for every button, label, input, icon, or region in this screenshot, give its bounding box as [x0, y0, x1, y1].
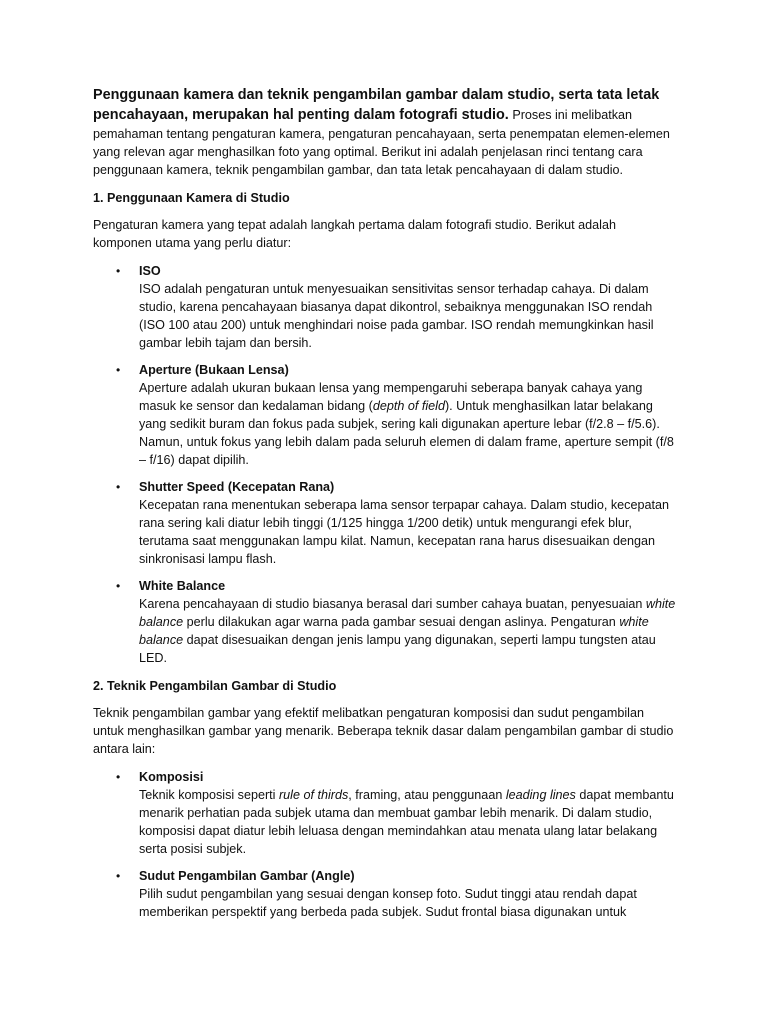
list-item-white-balance: [93, 577, 676, 667]
item-description: Karena pencahayaan di studio biasanya berasal dari sumber cahaya buatan, penyesuaian white balance perlu dilakukan agar warna pada gambar sesuai dengan aslinya. Pengaturan white balance dapat disesuaikan dengan jenis lampu yang digunakan, seperti lampu tungsten atau LED.: [139, 597, 676, 665]
intro-rest: Proses ini melibatkan pemahaman tentang pengaturan kamera, pengaturan pencahayaan, serta penempatan elemen-elemen yang relevan agar menghasilkan foto yang optimal. Berikut ini adalah penjelasan rinci tentang cara penggunaan kamera, teknik pengambilan gambar, dan tata letak pencahayaan di dalam studio.: [93, 107, 670, 177]
item-description: Pilih sudut pengambilan yang sesuai dengan konsep foto. Sudut tinggi atau rendah dapat memberikan perspektif yang berbeda pada subjek. Sudut frontal biasa digunakan untuk: [139, 887, 637, 919]
section-1-intro: Pengaturan kamera yang tepat adalah langkah pertama dalam fotografi studio. Berikut adalah komponen utama yang perlu diatur:: [93, 218, 616, 250]
item-term: ISO: [139, 264, 161, 278]
bullet-icon: •: [116, 869, 121, 883]
intro-lead: Penggunaan kamera dan teknik pengambilan gambar dalam studio, serta tata letak pencahayaan, merupakan hal penting dalam fotografi studio.: [93, 87, 660, 123]
list-item-aperture: [93, 361, 676, 469]
section-1-list: [93, 262, 676, 667]
bullet-icon: •: [116, 480, 121, 494]
bullet-icon: •: [116, 770, 121, 784]
item-term: Aperture (Bukaan Lensa): [139, 363, 289, 377]
list-item-iso: [93, 262, 676, 352]
item-term: Sudut Pengambilan Gambar (Angle): [139, 869, 355, 883]
bullet-icon: •: [116, 363, 121, 377]
item-term: Shutter Speed (Kecepatan Rana): [139, 480, 335, 494]
item-description: Kecepatan rana menentukan seberapa lama sensor terpapar cahaya. Dalam studio, kecepatan rana sering kali diatur lebih tinggi (1/125 hingga 1/200 detik) untuk mengurangi efek blur, terutama saat menggunakan lampu kilat. Namun, kecepatan rana harus disesuaikan dengan sinkronisasi lampu flash.: [139, 498, 669, 566]
item-description: Teknik komposisi seperti rule of thirds, framing, atau penggunaan leading lines dapat membantu menarik perhatian pada subjek utama dan membuat gambar lebih menarik. Di dalam studio, komposisi dapat diatur lebih leluasa dengan memindahkan atau menata ulang latar belakang serta posisi subjek.: [139, 788, 674, 856]
section-1-heading: 1. Penggunaan Kamera di Studio: [93, 191, 290, 205]
list-item-komposisi: [93, 768, 676, 858]
intro-paragraph: [93, 86, 676, 179]
section-2-list: [93, 768, 676, 921]
bullet-icon: •: [116, 579, 121, 593]
list-item-shutter-speed: [93, 478, 676, 568]
list-item-angle: [93, 867, 676, 921]
item-term: White Balance: [139, 579, 226, 593]
item-description: ISO adalah pengaturan untuk menyesuaikan sensitivitas sensor terhadap cahaya. Di dalam studio, karena pencahayaan biasanya dapat dikontrol, sebaiknya menggunakan ISO rendah (ISO 100 atau 200) untuk menghindari noise pada gambar. ISO rendah memungkinkan hasil gambar lebih tajam dan bersih.: [139, 282, 654, 350]
item-description: Aperture adalah ukuran bukaan lensa yang mempengaruhi seberapa banyak cahaya yang masuk ke sensor dan kedalaman bidang (depth of field). Untuk menghasilkan latar belakang yang sedikit buram dan fokus pada subjek, sering kali digunakan aperture lebar (f/2.8 – f/5.6). Namun, untuk fokus yang lebih dalam pada seluruh elemen di dalam frame, aperture sempit (f/8 – f/16) dapat dipilih.: [139, 381, 674, 467]
item-term: Komposisi: [139, 770, 204, 784]
section-2-heading: 2. Teknik Pengambilan Gambar di Studio: [93, 679, 337, 693]
section-2-intro: Teknik pengambilan gambar yang efektif melibatkan pengaturan komposisi dan sudut pengambilan untuk menghasilkan gambar yang menarik. Beberapa teknik dasar dalam pengambilan gambar di studio antara lain:: [93, 706, 674, 756]
bullet-icon: •: [116, 264, 121, 278]
